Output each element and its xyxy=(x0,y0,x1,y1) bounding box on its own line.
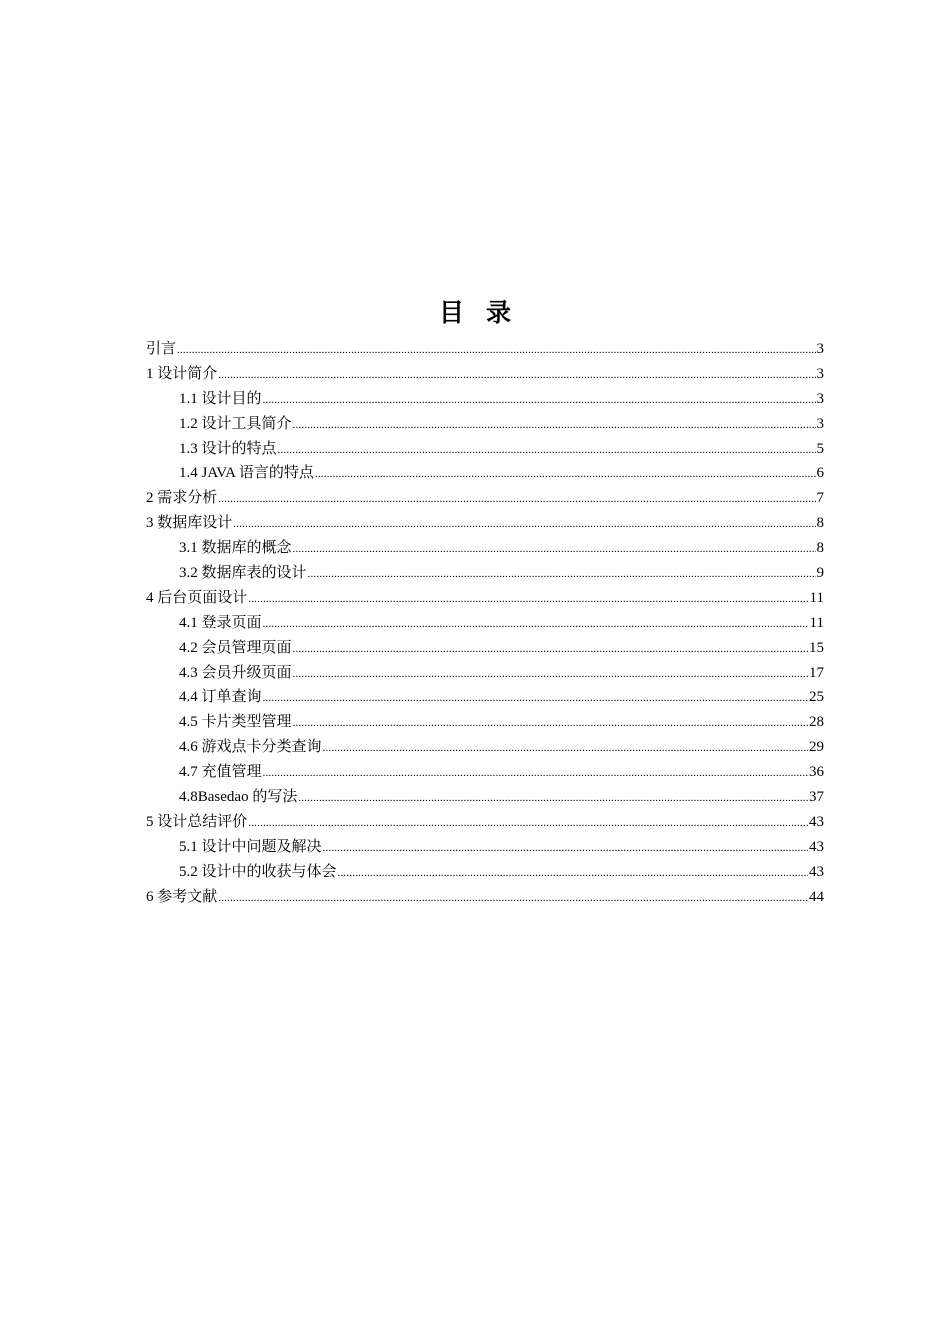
toc-entry-label: 1.2 设计工具简介 xyxy=(179,415,292,432)
toc-entry[interactable] xyxy=(146,685,824,710)
toc-dot-leader xyxy=(233,512,815,537)
toc-entry-label: 4.6 游戏点卡分类查询 xyxy=(179,739,322,756)
toc-entry-page-number: 44 xyxy=(809,888,824,905)
toc-entry-page-number: 15 xyxy=(809,639,824,656)
toc-dot-leader xyxy=(338,861,808,886)
toc-entry-label: 4.2 会员管理页面 xyxy=(179,639,292,656)
toc-entry[interactable] xyxy=(146,611,824,636)
toc-entry-label: 6 参考文献 xyxy=(146,888,218,905)
toc-dot-leader xyxy=(293,711,808,736)
toc-entry-page-number: 25 xyxy=(809,689,824,706)
toc-entry-page-number: 29 xyxy=(809,739,824,756)
toc-entry-label: 4.4 订单查询 xyxy=(179,689,262,706)
toc-entry-page-number: 3 xyxy=(816,365,824,382)
toc-entry-label: 1.1 设计目的 xyxy=(179,390,262,407)
toc-entry-label: 3 数据库设计 xyxy=(146,515,233,532)
toc-dot-leader xyxy=(323,736,808,761)
toc-entry[interactable] xyxy=(146,860,824,885)
toc-dot-leader xyxy=(218,363,815,388)
toc-entry[interactable] xyxy=(146,835,824,860)
toc-entry-page-number: 28 xyxy=(809,714,824,731)
toc-entry-label: 4.1 登录页面 xyxy=(179,614,262,631)
toc-entry-page-number: 3 xyxy=(816,415,824,432)
toc-dot-leader xyxy=(315,462,816,487)
toc-dot-leader xyxy=(218,487,815,512)
toc-dot-leader xyxy=(298,786,808,811)
toc-entry-page-number: 43 xyxy=(809,863,824,880)
toc-entry-page-number: 7 xyxy=(816,490,824,507)
toc-entry-label: 1 设计简介 xyxy=(146,365,218,382)
toc-entry-page-number: 43 xyxy=(809,813,824,830)
toc-entry-label: 4.7 充值管理 xyxy=(179,764,262,781)
toc-dot-leader xyxy=(293,662,808,687)
toc-entry-page-number: 6 xyxy=(816,465,824,482)
toc-dot-leader xyxy=(263,761,808,786)
toc-entry-label: 5.1 设计中问题及解决 xyxy=(179,838,322,855)
toc-dot-leader xyxy=(177,338,815,363)
toc-entry-label: 1.3 设计的特点 xyxy=(179,440,277,457)
toc-entry[interactable] xyxy=(146,511,824,536)
toc-entry-label: 3.1 数据库的概念 xyxy=(179,540,292,557)
toc-entry-page-number: 11 xyxy=(809,614,824,631)
toc-entry-page-number: 37 xyxy=(809,789,824,806)
toc-entry[interactable] xyxy=(146,760,824,785)
toc-entry[interactable] xyxy=(146,785,824,810)
toc-entry-label: 4.5 卡片类型管理 xyxy=(179,714,292,731)
toc-entry[interactable] xyxy=(146,412,824,437)
toc-entry[interactable] xyxy=(146,586,824,611)
toc-entry-page-number: 8 xyxy=(816,515,824,532)
toc-entry[interactable] xyxy=(146,661,824,686)
toc-dot-leader xyxy=(323,836,808,861)
toc-entry-label: 4 后台页面设计 xyxy=(146,589,248,606)
toc-entry[interactable] xyxy=(146,362,824,387)
toc-entry[interactable] xyxy=(146,885,824,910)
toc-entry-page-number: 36 xyxy=(809,764,824,781)
toc-entry[interactable] xyxy=(146,337,824,362)
toc-entry[interactable] xyxy=(146,561,824,586)
toc-dot-leader xyxy=(293,637,808,662)
toc-entry-page-number: 8 xyxy=(816,540,824,557)
toc-dot-leader xyxy=(293,537,816,562)
toc-entry-label: 引言 xyxy=(146,341,177,357)
toc-entry-page-number: 11 xyxy=(809,589,824,606)
toc-dot-leader xyxy=(263,612,809,637)
toc-entry-label: 4.8Basedao 的写法 xyxy=(179,789,298,806)
toc-entry-label: 1.4 JAVA 语言的特点 xyxy=(179,465,314,482)
table-of-contents xyxy=(146,337,824,909)
toc-dot-leader xyxy=(293,413,816,438)
toc-dot-leader xyxy=(308,562,816,587)
toc-entry[interactable] xyxy=(146,486,824,511)
toc-entry[interactable] xyxy=(146,636,824,661)
toc-dot-leader xyxy=(278,438,816,463)
toc-entry[interactable] xyxy=(146,437,824,462)
toc-entry[interactable] xyxy=(146,710,824,735)
toc-entry[interactable] xyxy=(146,536,824,561)
toc-entry[interactable] xyxy=(146,387,824,412)
toc-dot-leader xyxy=(248,811,808,836)
toc-entry-page-number: 3 xyxy=(816,390,824,407)
toc-entry-page-number: 9 xyxy=(816,565,824,582)
toc-dot-leader xyxy=(248,587,808,612)
toc-dot-leader xyxy=(218,886,808,911)
toc-entry[interactable] xyxy=(146,810,824,835)
toc-entry-label: 4.3 会员升级页面 xyxy=(179,664,292,681)
toc-entry[interactable] xyxy=(146,735,824,760)
toc-dot-leader xyxy=(263,388,816,413)
toc-dot-leader xyxy=(263,686,808,711)
toc-entry-page-number: 43 xyxy=(809,838,824,855)
toc-entry-label: 5.2 设计中的收获与体会 xyxy=(179,863,337,880)
toc-entry[interactable] xyxy=(146,461,824,486)
toc-entry-label: 3.2 数据库表的设计 xyxy=(179,565,307,582)
toc-title: 目录 xyxy=(438,298,533,327)
toc-entry-label: 2 需求分析 xyxy=(146,490,218,507)
toc-entry-page-number: 17 xyxy=(809,664,824,681)
toc-entry-page-number: 5 xyxy=(816,440,824,457)
toc-entry-label: 5 设计总结评价 xyxy=(146,813,248,830)
toc-entry-page-number: 3 xyxy=(816,341,824,357)
